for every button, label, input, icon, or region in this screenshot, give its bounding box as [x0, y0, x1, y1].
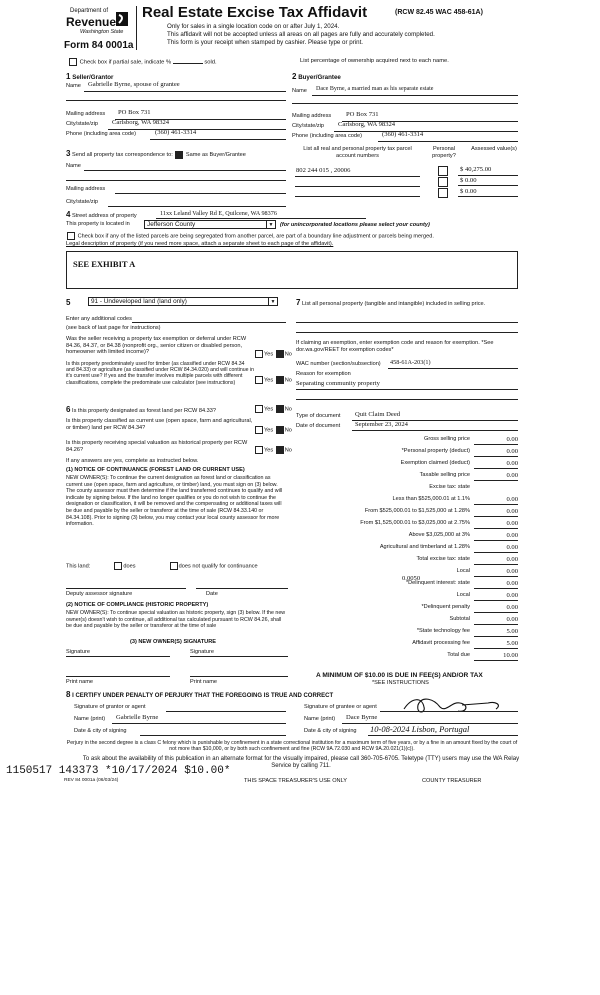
- reason-label: Reason for exemption: [296, 371, 351, 377]
- doc-date-label: Date of document: [296, 423, 341, 429]
- forest-yes-checkbox[interactable]: [255, 405, 263, 413]
- grantee-date-label: Date & city of signing: [304, 728, 357, 734]
- tax-row-label: From $1,525,000.01 to $3,025,000 at 2.75%: [360, 520, 470, 526]
- seller-phone-field[interactable]: (360) 461-3314: [155, 129, 197, 136]
- sec6-question-1: 6 Is this property designated as forest land per RCW 84.33?: [66, 405, 216, 414]
- sec6-q1-answers: Yes No: [254, 405, 292, 413]
- grantor-name-field[interactable]: Gabrielle Byrne: [116, 714, 159, 721]
- tax-row-value[interactable]: 5.00: [474, 628, 518, 637]
- tax-row-value[interactable]: 0.00: [474, 544, 518, 553]
- tax-row-label: Taxable selling price: [419, 472, 470, 478]
- tax-row-value[interactable]: 0.00: [474, 556, 518, 565]
- tax-row-label: Exemption claimed (deduct): [400, 460, 470, 466]
- seller-heading: 1 Seller/Grantor: [66, 72, 114, 81]
- new-owner-signature-label-1: Signature: [66, 649, 90, 655]
- current-use-no-checkbox[interactable]: [276, 426, 284, 434]
- local-rate: 0.0050: [402, 575, 421, 582]
- tax-row-label: From $525,000.01 to $1,525,000 at 1.28%: [364, 508, 470, 514]
- answer-note: If any answers are yes, complete as instructed below.: [66, 458, 199, 464]
- dor-emblem-icon: [114, 10, 130, 28]
- grantor-signature-label: Signature of grantor or agent: [74, 704, 146, 710]
- header-note-1: Only for sales in a single location code on or after July 1, 2024.: [167, 23, 340, 30]
- sec3-name-label: Name: [66, 163, 81, 169]
- treasurer-use-label: THIS SPACE TREASURER'S USE ONLY: [244, 778, 348, 784]
- tax-row-value[interactable]: 10.00: [474, 652, 518, 661]
- tax-row: [296, 616, 518, 624]
- tax-row: [296, 472, 518, 480]
- see-instructions: *SEE INSTRUCTIONS: [372, 680, 429, 686]
- sec5-q1-answers: Yes No: [254, 350, 292, 358]
- sec6-q2-answers: Yes No: [254, 426, 292, 434]
- boundary-row: Check box if any of the listed parcels are being segregated from another parcel, are part of a boundary line adjustment or parcels being merged.: [66, 232, 434, 240]
- parcel-number-1[interactable]: 802 244 015 , 20006: [296, 167, 351, 174]
- grantee-signature-label: Signature of grantee or agent: [304, 704, 377, 710]
- header-note-3: This form is your receipt when stamped by cashier. Please type or print.: [167, 39, 364, 46]
- boundary-checkbox[interactable]: [67, 232, 75, 240]
- county-note: (for unincorporated locations please select your county): [280, 222, 430, 228]
- q2-no-checkbox[interactable]: [276, 376, 284, 384]
- buyer-city-label: City/state/zip: [292, 123, 325, 129]
- notice-3-title: (3) NEW OWNER(S) SIGNATURE: [130, 639, 216, 645]
- grantee-signature-image: [400, 693, 510, 717]
- doc-date-field[interactable]: September 23, 2024: [355, 421, 408, 428]
- certify-title: 8 I CERTIFY UNDER PENALTY OF PERJURY THAT THE FOREGOING IS TRUE AND CORRECT: [66, 690, 334, 699]
- seller-name-label: Name: [66, 83, 81, 89]
- tax-row-label: *Delinquent penalty: [421, 604, 470, 610]
- tax-row: [296, 652, 518, 660]
- partial-sale-row: Check box if partial sale, indicate % sold.: [68, 58, 217, 66]
- tax-row: [296, 448, 518, 456]
- alt-format-note: To ask about the availability of this publication in an alternate format for the visually impaired, please call 360-705-6705. Teletype (TTY) users may use the WA Relay Service by calling 711.: [82, 756, 520, 770]
- tax-row-label: Total due: [447, 652, 470, 658]
- deputy-signature-label: Deputy assessor signature: [66, 591, 133, 597]
- sec5-number: 5: [66, 298, 71, 307]
- sec7-heading: 7 List all personal property (tangible and intangible) included in selling price.: [296, 298, 486, 307]
- revision-label: REV 84 0001a (06/03/24): [64, 778, 119, 783]
- seller-city-field[interactable]: Carlsborg, WA 98324: [112, 119, 170, 126]
- q1-no-checkbox[interactable]: [276, 350, 284, 358]
- sec5-q2-answers: Yes No: [254, 376, 292, 384]
- tax-row-label: Total excise tax: state: [416, 556, 470, 562]
- street-address-row: 4 Street address of property: [66, 210, 137, 219]
- historic-yes-checkbox[interactable]: [255, 446, 263, 454]
- grantor-name-label: Name (print): [74, 716, 106, 722]
- county-treasurer-label: COUNTY TREASURER: [422, 778, 482, 784]
- tax-row-value[interactable]: 0.00: [474, 460, 518, 469]
- notice-2-title: (2) NOTICE OF COMPLIANCE (HISTORIC PROPERTY): [66, 602, 209, 608]
- legal-description-label: Legal description of property (if you need more space, attach a separate sheet to each page of the affidavit).: [66, 241, 334, 247]
- deputy-date-label: Date: [206, 591, 218, 597]
- seller-name-field[interactable]: Gabrielle Byrne, spouse of grantee: [88, 81, 180, 88]
- new-owner-print-label-1: Print name: [66, 679, 94, 685]
- sec5-question-2: Is this property predominately used for timber (as classified under RCW 84.34 and 84.33) or agriculture (as classified under RCW 84.34.020) and will continue in it's current use? If yes and the transfer involves multiple parcels with different classifications, complete the predominate use calculator (see instructions): [66, 361, 255, 386]
- parcel-header-2: Personal property?: [432, 146, 456, 159]
- tax-row-label: Excise tax: state: [429, 484, 470, 490]
- wac-label: WAC number (section/subsection): [296, 361, 381, 367]
- tax-row-value[interactable]: 0.00: [474, 616, 518, 625]
- buyer-mail-label: Mailing address: [292, 113, 332, 119]
- tax-row-label: Agricultural and timberland at 1.28%: [379, 544, 470, 550]
- buyer-mail-field[interactable]: PO Box 731: [346, 111, 379, 118]
- tax-row: [296, 628, 518, 636]
- tax-row-value[interactable]: 0.00: [474, 508, 518, 517]
- tax-row-label: *State technology fee: [416, 628, 470, 634]
- header-note-2: This affidavit will not be accepted unless all areas on all pages are fully and accurately completed.: [167, 31, 435, 38]
- this-land-row: This land: does does not qualify for continuance: [66, 563, 258, 570]
- q2-yes-checkbox[interactable]: [255, 376, 263, 384]
- new-owner-print-label-2: Print name: [190, 679, 218, 685]
- tax-row-value[interactable]: 5.00: [474, 640, 518, 649]
- codes-note: (see back of last page for instructions): [66, 325, 161, 331]
- tax-row-label: Gross selling price: [423, 436, 470, 442]
- tax-row-label: Subtotal: [449, 616, 470, 622]
- tax-row-value[interactable]: 0.00: [474, 568, 518, 577]
- tax-row-label: Less than $525,000.01 at 1.1%: [392, 496, 470, 502]
- sec6-question-2: Is this property classified as current use (open space, farm and agricultural, or timber) land per RCW 84.34?: [66, 418, 253, 431]
- personal-property-checkbox-3[interactable]: [438, 188, 448, 198]
- street-address-field[interactable]: 11xx Leland Valley Rd E, Quilcene, WA 98376: [160, 210, 277, 217]
- form-title: Real Estate Excise Tax Affidavit: [142, 4, 368, 21]
- legal-description-box[interactable]: [66, 251, 518, 289]
- grantor-date-label: Date & city of signing: [74, 728, 127, 734]
- buyer-name-label: Name: [292, 88, 307, 94]
- treasurer-stamp: 1150517 143373 *10/17/2024 $10.00*: [6, 765, 231, 777]
- does-checkbox[interactable]: [114, 562, 122, 570]
- sec5-question-1: Was the seller receiving a property tax exemption or deferral under RCW 84.36, 84.37, or 84.38 (nonprofit org., senior citizen or disabled person, homeowner with limited income)?: [66, 336, 247, 356]
- seller-mail-field[interactable]: PO Box 731: [118, 109, 151, 116]
- buyer-name-field[interactable]: Dace Byrne, a married man as his separate estate: [316, 86, 434, 92]
- grantee-name-field[interactable]: Dace Byrne: [346, 714, 378, 721]
- tax-row-label: Local: [456, 592, 470, 598]
- current-use-yes-checkbox[interactable]: [255, 426, 263, 434]
- dept-line2: Revenue: [66, 15, 117, 29]
- doc-type-label: Type of document: [296, 413, 341, 419]
- sec6-question-3: Is this property receiving special valuation as historical property per RCW 84.26?: [66, 440, 248, 453]
- ownership-note: List percentage of ownership acquired next to each name.: [300, 58, 449, 64]
- notice-1-title: (1) NOTICE OF CONTINUANCE (FOREST LAND OR CURRENT USE): [66, 467, 245, 473]
- tax-row: [296, 604, 518, 612]
- tax-row-label: Above $3,025,000 at 3%: [408, 532, 470, 538]
- tax-row-value[interactable]: 0.00: [474, 592, 518, 601]
- tax-row-value[interactable]: 0.00: [474, 448, 518, 457]
- notice-2-text: NEW OWNER(S): To continue special valuation as historic property, sign (3) below. If the new owner(s) doesn't wish to continue, all additional tax calculated pursuant to RCW 84.26, shall be due and payable by the seller or transferor at the time of sale: [66, 610, 286, 630]
- seller-city-label: City/state/zip: [66, 121, 99, 127]
- partial-sale-checkbox[interactable]: [69, 58, 77, 66]
- notice-1-text: NEW OWNER(S): To continue the current designation as forest land or classification as current use (open space, farm and agriculture, or timber) land, you must sign on (3) below. The county assessor must then determine if the land transferred continues to qualify and will indicate by signing below. If the land no longer qualifies or you do not wish to continue the designation or classification, it will be removed and the compensating or additional taxes will be due and payable by the seller or transferor at the time of sale (RCW 84.33.140 or 84.34.108). Prior to signing (3) below, you may contact your local county assessor for more information.: [66, 475, 283, 528]
- buyer-phone-label: Phone (including area code): [292, 133, 362, 139]
- seller-phone-label: Phone (including area code): [66, 131, 136, 137]
- buyer-city-field[interactable]: Carlsborg, WA 98324: [338, 121, 396, 128]
- reason-field[interactable]: Separating community property: [296, 380, 380, 387]
- new-owner-signature-label-2: Signature: [190, 649, 214, 655]
- chevron-down-icon: ▼: [268, 298, 277, 306]
- seller-mail-label: Mailing address: [66, 111, 106, 117]
- tax-row: [296, 592, 518, 600]
- rcw-reference: (RCW 82.45 WAC 458-61A): [395, 9, 483, 16]
- tax-row: [296, 484, 518, 492]
- legal-description-text: SEE EXHIBIT A: [73, 259, 136, 269]
- wac-field[interactable]: 458-61A-203(1): [390, 359, 431, 366]
- tax-row: [296, 556, 518, 564]
- tax-row-value[interactable]: 0.00: [474, 520, 518, 529]
- q1-yes-checkbox[interactable]: [255, 350, 263, 358]
- buyer-heading: 2 Buyer/Grantee: [292, 72, 341, 81]
- tax-row-label: *Personal property (deduct): [401, 448, 470, 454]
- historic-no-checkbox[interactable]: [276, 446, 284, 454]
- tax-row: [296, 520, 518, 528]
- does-not-checkbox[interactable]: [170, 562, 178, 570]
- located-label: This property is located in: [66, 221, 130, 227]
- parcel-header-3: Assessed value(s): [471, 146, 517, 152]
- forest-no-checkbox[interactable]: [276, 405, 284, 413]
- sec3-city-label: City/state/zip: [66, 199, 99, 205]
- tax-row: [296, 436, 518, 444]
- dept-line1: Department of: [70, 8, 109, 14]
- minimum-due-note: A MINIMUM OF $10.00 IS DUE IN FEE(S) AND/OR TAX: [316, 672, 483, 679]
- form-number: Form 84 0001a: [64, 40, 134, 51]
- assessed-value-1[interactable]: $ 40,275.00: [460, 166, 492, 173]
- tax-row: [296, 544, 518, 552]
- tax-row-value[interactable]: 0.00: [474, 532, 518, 541]
- tax-row: [296, 496, 518, 504]
- tax-row-value[interactable]: 0.00: [474, 472, 518, 481]
- tax-row: [296, 532, 518, 540]
- personal-property-checkbox-1[interactable]: [438, 166, 448, 176]
- header-divider: [136, 6, 137, 50]
- tax-row-value[interactable]: 0.00: [474, 604, 518, 613]
- dept-line3: Washington State: [80, 29, 124, 35]
- grantee-name-label: Name (print): [304, 716, 336, 722]
- tax-row-label: *Delinquent interest: state: [405, 580, 470, 586]
- property-use-select[interactable]: 91 - Undeveloped land (land only) ▼: [88, 297, 278, 306]
- tax-row: [296, 460, 518, 468]
- tax-row: [296, 508, 518, 516]
- exemption-text: If claiming an exemption, enter exemption code and reason for exemption. *See dor.wa.gov/REET for exemption codes*: [296, 340, 494, 353]
- county-select[interactable]: Jefferson County ▼: [144, 220, 276, 229]
- tax-row-value[interactable]: 0.00: [474, 436, 518, 445]
- tax-row-value[interactable]: 0.00: [474, 580, 518, 589]
- sec3-heading: 3 Send all property tax correspondence to: Same as Buyer/Grantee: [66, 149, 246, 158]
- chevron-down-icon: ▼: [266, 221, 275, 229]
- buyer-phone-field[interactable]: (360) 461-3314: [382, 131, 424, 138]
- tax-row-label: Affidavit processing fee: [412, 640, 470, 646]
- same-as-buyer-checkbox[interactable]: [175, 151, 183, 159]
- sec6-q3-answers: Yes No: [254, 446, 292, 454]
- assessed-value-3[interactable]: $ 0.00: [460, 188, 477, 195]
- grantee-date-field[interactable]: 10-08-2024 Lisbon, Portugal: [370, 724, 470, 734]
- parcel-header-1: List all real and personal property tax parcel account numbers: [303, 146, 412, 159]
- perjury-statement: Perjury in the second degree is a class C felony which is punishable by confinement in a state correctional institution for a maximum term of five years, or by a fine in an amount fixed by the court of not more than $10,000, or by both such confinement and fine (RCW 9A.72.030 and RCW 9A.20.021(1)(c)).: [66, 740, 518, 753]
- tax-row: [296, 640, 518, 648]
- additional-codes-label: Enter any additional codes: [66, 316, 132, 322]
- doc-type-field[interactable]: Quit Claim Deed: [355, 411, 401, 418]
- personal-property-checkbox-2[interactable]: [438, 177, 448, 187]
- tax-row-value[interactable]: 0.00: [474, 496, 518, 505]
- sec3-mail-label: Mailing address: [66, 186, 106, 192]
- tax-row-label: Local: [456, 568, 470, 574]
- assessed-value-2[interactable]: $ 0.00: [460, 177, 477, 184]
